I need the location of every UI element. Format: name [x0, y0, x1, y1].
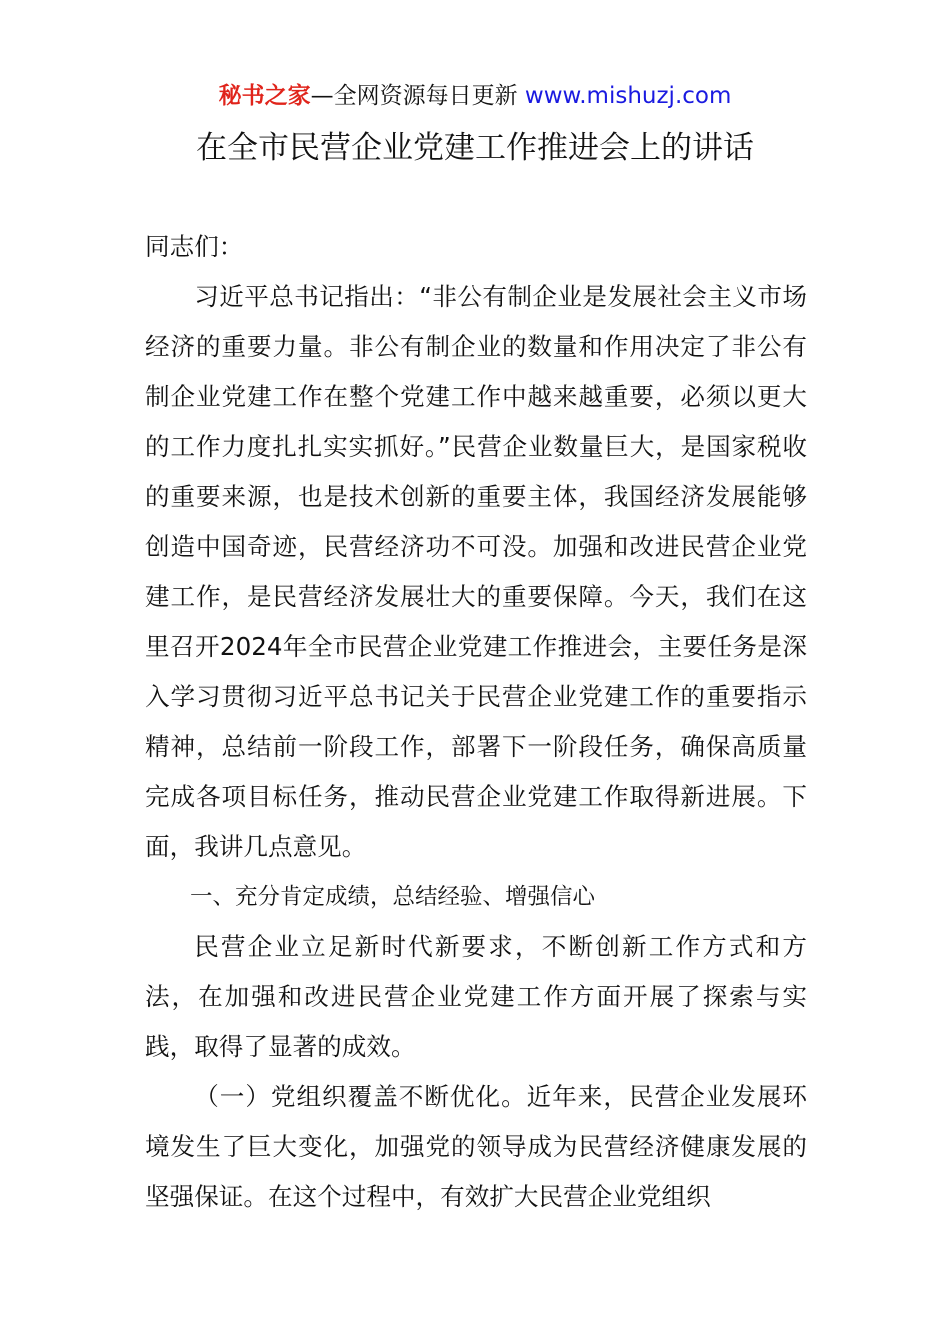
paragraph-achievements: 民营企业立足新时代新要求，不断创新工作方式和方法，在加强和改进民营企业党建工作方面开展了探索与实践，取得了显著的成效。: [145, 932, 807, 1061]
site-url-link[interactable]: www.mishuzj.com: [524, 83, 732, 109]
paragraph-subsection-1: （一）党组织覆盖不断优化。近年来，民营企业发展环境发生了巨大变化，加强党的领导成为民营经济健康发展的坚强保证。在这个过程中，有效扩大民营企业党组织: [145, 1082, 807, 1211]
brand-name: 秘书之家: [218, 83, 311, 109]
document-title: 在全市民营企业党建工作推进会上的讲话: [196, 130, 754, 166]
salutation: 同志们：: [145, 232, 244, 261]
paragraph-intro: 习近平总书记指出：“非公有制企业是发展社会主义市场经济的重要力量。非公有制企业的数量和作用决定了非公有制企业党建工作在整个党建工作中越来越重要，必须以更大的工作力度扎扎实实抓好。”民营企业数量巨大，是国家税收的重要来源，也是技术创新的重要主体，我国经济发展能够创造中国奇迹，民营经济功不可没。加强和改进民营企业党建工作，是民营经济发展壮大的重要保障。今天，我们在这里召开2024年全市民营企业党建工作推进会，主要任务是深入学习贯彻习近平总书记关于民营企业党建工作的重要指示精神，总结前一阶段工作，部署下一阶段任务，确保高质量完成各项目标任务，推动民营企业党建工作取得新进展。下面，我讲几点意见。: [145, 282, 807, 861]
section-heading: 一、充分肯定成绩，总结经验、增强信心: [190, 884, 596, 910]
banner-tagline: —全网资源每日更新: [310, 83, 525, 109]
document-body: [145, 222, 807, 1222]
site-banner: [0, 80, 950, 112]
